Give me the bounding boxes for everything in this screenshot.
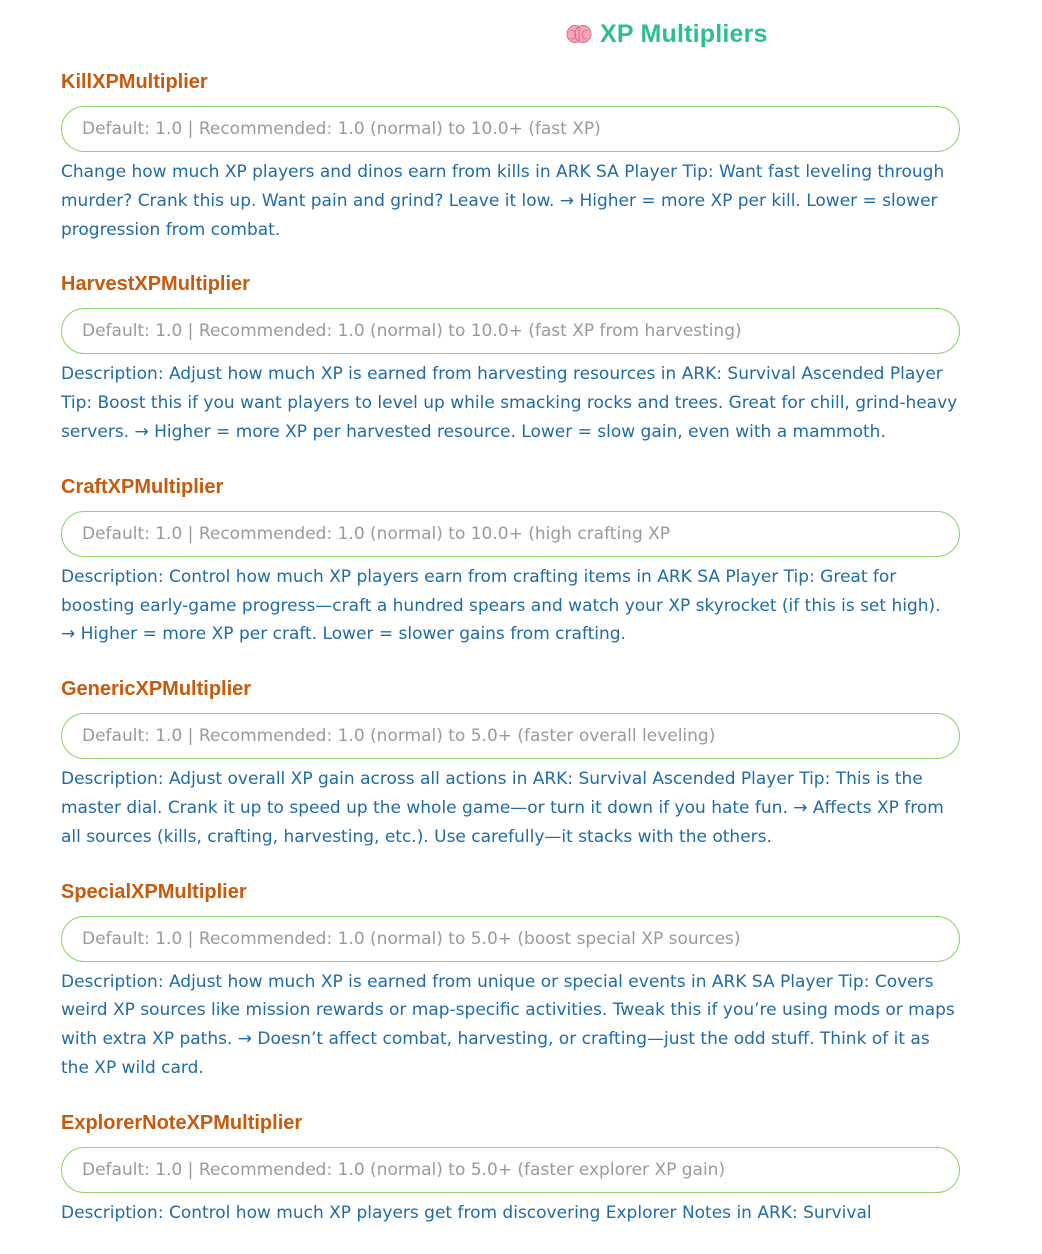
setting-description: Change how much XP players and dinos earn from kills in ARK SA Player Tip: Want fast leveling through murder? Crank this up. Want pain and grind? Leave it low. → Higher = more XP per kill. Lower = slower progression from combat. xyxy=(61,162,945,240)
setting-name: KillXPMultiplier xyxy=(61,71,208,93)
setting-name: ExplorerNoteXPMultiplier xyxy=(61,1111,303,1134)
setting-kill-xp xyxy=(61,68,961,244)
harvest-xp-input[interactable] xyxy=(61,308,960,354)
setting-name: GenericXPMultiplier xyxy=(61,678,252,701)
setting-craft-xp xyxy=(61,473,961,649)
page-header xyxy=(566,18,768,50)
craft-xp-input[interactable] xyxy=(61,511,960,557)
setting-name: HarvestXPMultiplier xyxy=(61,273,250,296)
setting-name: CraftXPMultiplier xyxy=(61,475,224,498)
explorer-note-xp-input[interactable] xyxy=(61,1147,960,1193)
setting-description: Description: Control how much XP players get from discovering Explorer Notes in ARK: Survival xyxy=(61,1202,872,1223)
kill-xp-input[interactable] xyxy=(61,106,960,152)
brain-icon xyxy=(566,23,592,45)
generic-xp-input[interactable] xyxy=(61,713,960,759)
setting-description: Description: Adjust overall XP gain across all actions in ARK: Survival Ascended Player Tip: This is the master dial. Crank it up to speed up the whole game—or turn it down if you hate fun. → Affects XP from all sources (kills, crafting, harvesting, etc.). Use carefully—it stacks with the others. xyxy=(61,769,944,847)
special-xp-input[interactable] xyxy=(61,916,960,962)
setting-special-xp xyxy=(61,878,961,1083)
setting-description: Description: Control how much XP players earn from crafting items in ARK SA Player Tip: Great for boosting early-game progress—craft a hundred spears and watch your XP skyrocket (if this is set high). → Higher = more XP per craft. Lower = slower gains from crafting. xyxy=(61,566,941,645)
settings-list xyxy=(61,68,961,1254)
setting-explorer-note-xp xyxy=(61,1109,961,1228)
setting-generic-xp xyxy=(61,675,961,851)
setting-harvest-xp xyxy=(61,270,961,446)
setting-description: Description: Adjust how much XP is earned from unique or special events in ARK SA Player Tip: Covers weird XP sources like mission rewards or map-specific activities. Tweak this if you’re using mods or maps with extra XP paths. → Doesn’t affect combat, harvesting, or crafting—just the odd stuff. Think of it as the XP wild card. xyxy=(61,971,955,1078)
setting-description: Description: Adjust how much XP is earned from harvesting resources in ARK: Survival Ascended Player Tip: Boost this if you want players to level up while smacking rocks and trees. Great for chill, grind-heavy servers. → Higher = more XP per harvested resource. Lower = slow gain, even with a mammoth. xyxy=(61,364,958,442)
page-title: XP Multipliers xyxy=(600,19,768,48)
setting-name: SpecialXPMultiplier xyxy=(61,880,247,903)
